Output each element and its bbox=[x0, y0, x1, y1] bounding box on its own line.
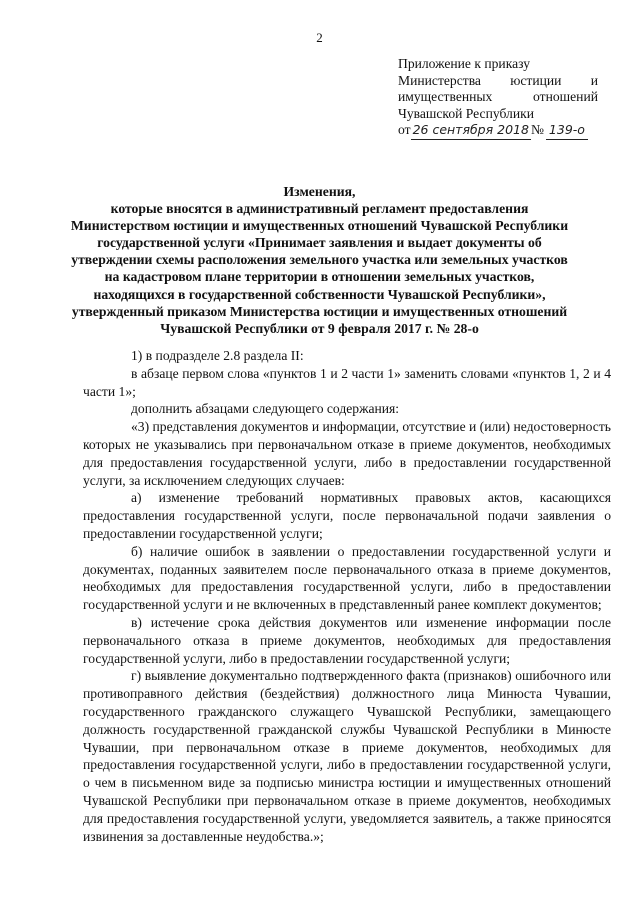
handwritten-number: 139-о bbox=[546, 122, 588, 140]
paragraph-6: б) наличие ошибок в заявлении о предоставлении государственной услуги и документах, поданных заявителем после первоначального отказа в приеме документов, необходимых для предоставления государственной услуги, либо в предоставлении государственной услуги и не включенных в представленный ранее комплект документов; bbox=[83, 543, 611, 613]
number-prefix: № bbox=[530, 122, 544, 137]
paragraph-8: г) выявление документально подтвержденного факта (признаков) ошибочного или противоправного действия (бездействия) должностного лица Минюста Чувашии, государственного гражданского служащего Чувашской Республики, замещающего должность государственной гражданской службы Чувашской Республики в Минюсте Чувашии, при первоначальном отказе в приеме документов, необходимых для предоставления государственной услуги, либо в предоставлении государственной услуги, о чем в письменном виде за подписью министра юстиции и имущественных отношений Чувашской Республики при первоначальном отказе в приеме документов, необходимых для предоставления государственной услуги, уведомляется заявитель, а также приносятся извинения за доставленные неудобства.»; bbox=[83, 668, 611, 844]
approval-line-4: Чувашской Республики bbox=[398, 105, 534, 121]
approval-line-2: Министерства юстиции и bbox=[398, 72, 598, 88]
approval-block bbox=[398, 56, 598, 140]
approval-line-3: имущественных отношений bbox=[398, 89, 598, 104]
paragraph-1: 1) в подразделе 2.8 раздела II: bbox=[131, 348, 304, 363]
title-line-5: утверждении схемы расположения земельного участка или земельных участков bbox=[71, 252, 568, 268]
title-line-3: Министерством юстиции и имущественных отношений Чувашской Республики bbox=[70, 218, 569, 234]
paragraph-3: дополнить абзацами следующего содержания: bbox=[131, 401, 400, 417]
paragraph-4: «3) представления документов и информации, отсутствие и (или) недостоверность которых не указывались при первоначальном отказе в приеме документов, необходимых для предоставления государственной услуги, либо в предоставлении государственной услуги, за исключением следующих случаев: bbox=[83, 419, 611, 488]
paragraph-2: в абзаце первом слова «пунктов 1 и 2 части 1» заменить словами «пунктов 1, 2 и 4 части 1»; bbox=[83, 365, 611, 399]
approval-date-line bbox=[398, 122, 598, 140]
title-line-9: Чувашской Республики от 9 февраля 2017 г. № 28-о bbox=[160, 320, 479, 336]
document-body bbox=[83, 347, 611, 845]
from-prefix: от bbox=[398, 122, 411, 137]
title-line-1: Изменения, bbox=[283, 184, 356, 199]
paragraph-7: в) истечение срока действия документов или изменение информации после первоначального отказа в приеме документов, необходимых для предоставления государственной услуги, либо в предоставлении государственной услуги; bbox=[83, 614, 611, 666]
title-line-6: на кадастровом плане территории в отношении земельных участков, bbox=[104, 269, 535, 285]
page-number: 2 bbox=[316, 30, 323, 45]
title-line-8: утвержденный приказом Министерства юстиции и имущественных отношений bbox=[71, 303, 568, 319]
document-title bbox=[60, 183, 579, 337]
handwritten-date: 26 сентября 2018 bbox=[411, 122, 531, 140]
title-line-4: государственной услуги «Принимает заявления и выдает документы об bbox=[97, 235, 542, 251]
title-line-2: которые вносятся в административный регламент предоставления bbox=[110, 201, 529, 217]
title-line-7: находящихся в государственной собственности Чувашской Республики», bbox=[93, 286, 546, 302]
paragraph-5: а) изменение требований нормативных правовых актов, касающихся предоставления государственной услуги, после первоначальной подачи заявления о предоставлении государственной услуги; bbox=[83, 490, 611, 541]
approval-line-1: Приложение к приказу bbox=[398, 56, 531, 71]
